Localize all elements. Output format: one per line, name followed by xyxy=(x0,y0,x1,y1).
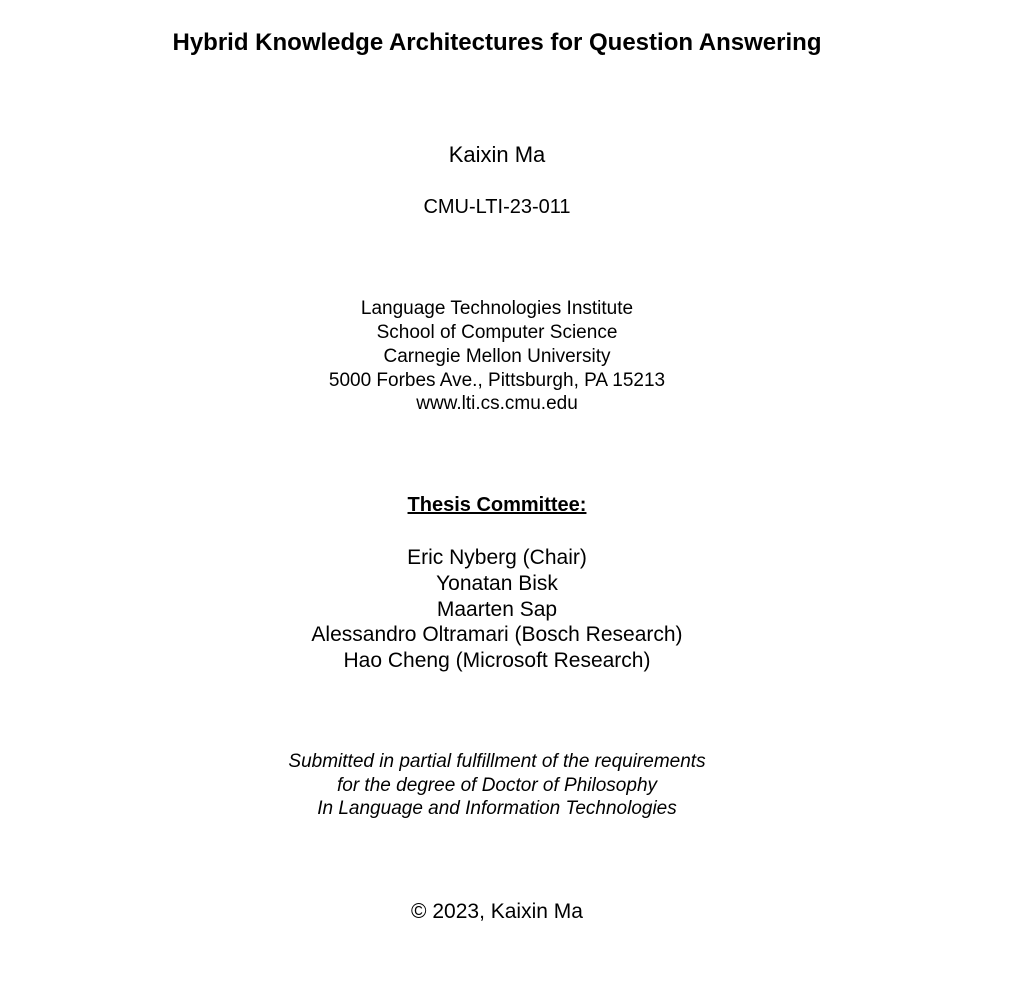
committee-member: Alessandro Oltramari (Bosch Research) xyxy=(311,623,683,646)
committee-member: Hao Cheng (Microsoft Research) xyxy=(343,649,651,672)
institution-university: Carnegie Mellon University xyxy=(383,346,611,367)
submission-line: In Language and Information Technologies xyxy=(317,798,677,819)
copyright-notice: © 2023, Kaixin Ma xyxy=(411,900,583,923)
committee-member: Eric Nyberg (Chair) xyxy=(407,546,587,569)
committee-heading: Thesis Committee: xyxy=(407,494,587,516)
institution-address: 5000 Forbes Ave., Pittsburgh, PA 15213 xyxy=(328,370,666,391)
thesis-title: Hybrid Knowledge Architectures for Question Answering xyxy=(172,29,822,56)
author-name: Kaixin Ma xyxy=(448,142,546,167)
report-number: CMU-LTI-23-011 xyxy=(423,196,571,218)
institution-website: www.lti.cs.cmu.edu xyxy=(416,393,578,414)
submission-line: Submitted in partial fulfillment of the requirements xyxy=(288,751,706,772)
committee-member: Maarten Sap xyxy=(436,598,558,621)
committee-member: Yonatan Bisk xyxy=(436,572,558,595)
institution-school: School of Computer Science xyxy=(376,322,618,343)
submission-line: for the degree of Doctor of Philosophy xyxy=(336,775,658,796)
institution-institute: Language Technologies Institute xyxy=(360,298,634,319)
